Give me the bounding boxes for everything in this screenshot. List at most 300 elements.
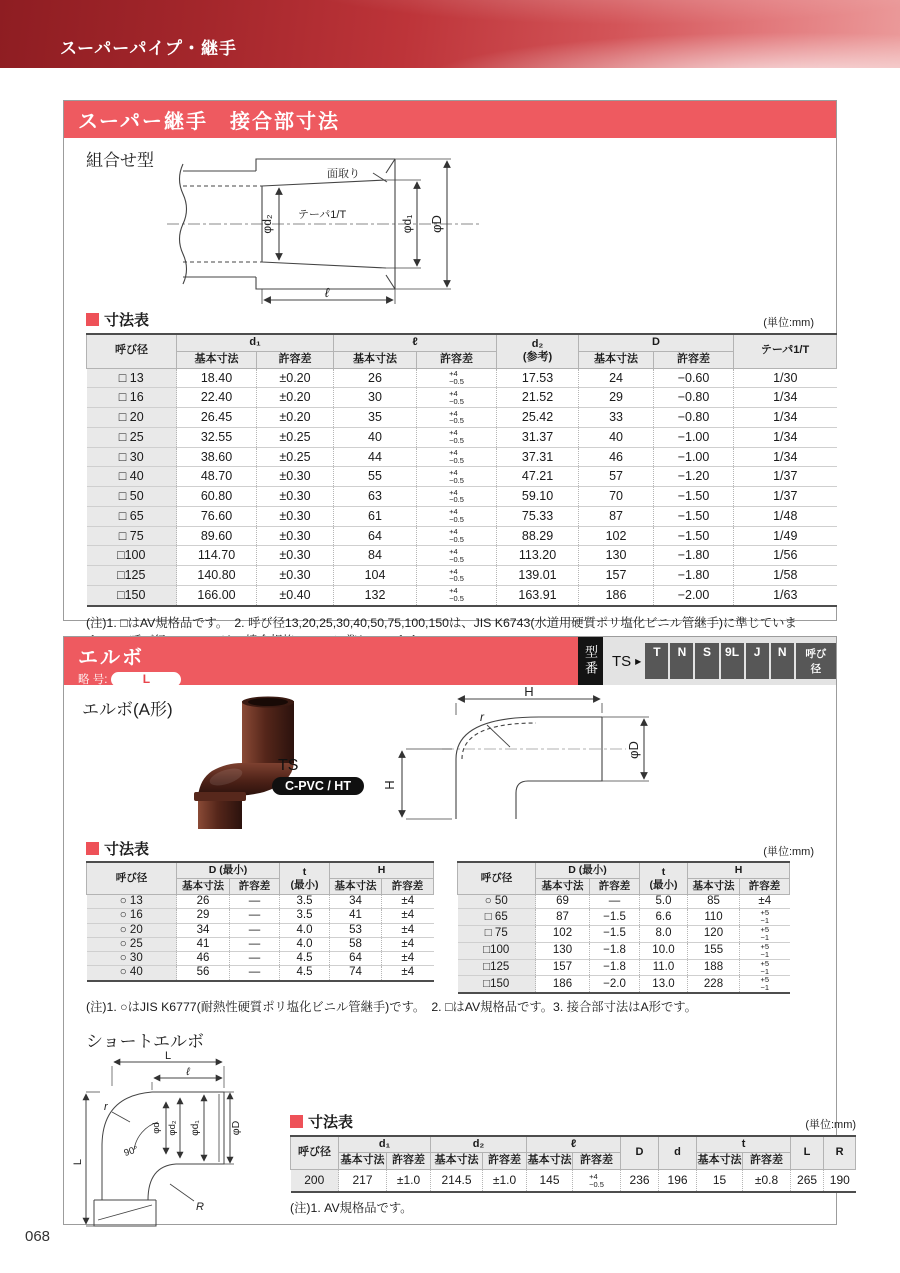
table-cell: ○ 16 <box>87 909 177 923</box>
table-row <box>87 427 837 447</box>
label-r: r <box>480 710 484 724</box>
label-H-left: H <box>382 780 397 790</box>
table-cell: □150 <box>87 585 177 605</box>
table-cell: □125 <box>458 959 536 976</box>
table-cell: 24 <box>579 368 654 388</box>
column-header: 許容差 <box>382 879 434 895</box>
table-cell: ○ 40 <box>87 966 177 981</box>
table-cell: −0.80 <box>654 388 734 408</box>
short-elbow-title: ショートエルボ <box>86 1031 204 1051</box>
column-header: 基本寸法 <box>527 1153 573 1170</box>
table-cell: 163.91 <box>497 585 579 605</box>
table-cell: 4.5 <box>280 966 330 981</box>
table-cell: □ 40 <box>87 467 177 487</box>
table-cell: 1/49 <box>734 526 837 546</box>
table-cell: — <box>230 909 280 923</box>
table-cell: 64 <box>334 526 417 546</box>
table-cell: ±4 <box>740 895 790 909</box>
table-cell: 56 <box>177 966 230 981</box>
joint-type-label: 組合せ型 <box>86 151 154 170</box>
table-row <box>87 546 837 566</box>
column-header: t (最小) <box>280 862 330 895</box>
table-cell: 104 <box>334 566 417 586</box>
table-cell: 34 <box>177 923 230 937</box>
table-row <box>87 368 837 388</box>
short-elbow-notes: (注)1. AV規格品です。 <box>290 1200 413 1215</box>
label-L-left: L <box>72 1158 84 1165</box>
table-cell: 217 <box>339 1170 387 1192</box>
table-cell: 15 <box>697 1170 743 1192</box>
red-square-icon <box>290 1115 303 1128</box>
table-cell: 1/34 <box>734 388 837 408</box>
table-cell: +4 −0.5 <box>417 447 497 467</box>
table-cell: −2.00 <box>654 585 734 605</box>
table-cell: 1/37 <box>734 467 837 487</box>
table-cell: +5 −1 <box>740 926 790 943</box>
table-cell: 85 <box>688 895 740 909</box>
column-header: d <box>659 1136 697 1170</box>
short-dim-heading: 寸法表 <box>308 1113 354 1131</box>
header-row <box>87 351 837 368</box>
table-row <box>458 895 790 909</box>
table-cell: −2.0 <box>590 976 640 993</box>
short-elbow-lines <box>86 1062 234 1226</box>
column-header: 許容差 <box>740 879 790 895</box>
table-cell: 25.42 <box>497 408 579 428</box>
table-cell: □150 <box>458 976 536 993</box>
table-cell: ±0.30 <box>257 467 334 487</box>
table-row <box>87 966 434 981</box>
model-code-box: N <box>771 643 794 679</box>
table-cell: +4 −0.5 <box>417 487 497 507</box>
table-cell: 69 <box>536 895 590 909</box>
table-cell: +4 −0.5 <box>417 467 497 487</box>
material-badge: C-PVC / HT <box>272 777 364 795</box>
table-row <box>458 926 790 943</box>
table-cell: 59.10 <box>497 487 579 507</box>
table-cell: 13.0 <box>640 976 688 993</box>
column-header: H <box>688 862 790 879</box>
table-cell: −1.50 <box>654 487 734 507</box>
label-phi-D-short: φD <box>230 1120 242 1135</box>
table-cell: ±4 <box>382 937 434 951</box>
arrow-right-icon: ▶ <box>635 656 642 666</box>
model-number-label: 型番 <box>578 637 603 685</box>
table-row <box>458 942 790 959</box>
table-cell: □ 65 <box>458 909 536 926</box>
table-row <box>458 959 790 976</box>
column-header: 許容差 <box>257 351 334 368</box>
page-header-title: スーパーパイプ・継手 <box>60 39 237 58</box>
model-code-box: S <box>695 643 718 679</box>
table-cell: −1.80 <box>654 566 734 586</box>
page-number: 068 <box>25 1228 51 1245</box>
table-row <box>87 408 837 428</box>
table-row <box>458 976 790 993</box>
model-code-box: T <box>645 643 668 679</box>
short-elbow-area <box>64 1027 857 1230</box>
label-phi-d1: φd₁ <box>400 214 414 234</box>
table-cell: 38.60 <box>177 447 257 467</box>
ts-label: TS <box>278 757 299 774</box>
column-header: 基本寸法 <box>339 1153 387 1170</box>
table-row <box>87 952 434 966</box>
label-length: ℓ <box>324 285 330 300</box>
table-cell: 155 <box>688 942 740 959</box>
table-cell: □ 50 <box>87 487 177 507</box>
table-row <box>87 923 434 937</box>
table-cell: 29 <box>579 388 654 408</box>
table-cell: ○ 30 <box>87 952 177 966</box>
short-elbow-diagram <box>72 1049 286 1230</box>
header-row <box>87 334 837 351</box>
column-header: 呼び径 <box>87 862 177 895</box>
model-code-box: 9L <box>721 643 744 679</box>
table-cell: 33 <box>579 408 654 428</box>
table-cell: □ 13 <box>87 368 177 388</box>
table-cell: ±0.25 <box>257 427 334 447</box>
table-cell: 21.52 <box>497 388 579 408</box>
table-cell: 10.0 <box>640 942 688 959</box>
table-cell: 11.0 <box>640 959 688 976</box>
column-header: 基本寸法 <box>177 351 257 368</box>
table-cell: +4 −0.5 <box>573 1170 621 1192</box>
table-cell: +5 −1 <box>740 976 790 993</box>
table-cell: 120 <box>688 926 740 943</box>
table-cell: 1/58 <box>734 566 837 586</box>
label-l: ℓ <box>186 1065 190 1078</box>
table-row <box>87 909 434 923</box>
table-cell: ±1.0 <box>483 1170 527 1192</box>
column-header: 基本寸法 <box>334 351 417 368</box>
column-header: 許容差 <box>743 1153 791 1170</box>
table-cell: +4 −0.5 <box>417 526 497 546</box>
label-chamfer: 面取り <box>327 168 360 180</box>
table-row <box>87 506 837 526</box>
table-cell: 1/63 <box>734 585 837 605</box>
table-cell: □ 75 <box>87 526 177 546</box>
table-cell: 64 <box>330 952 382 966</box>
elbow-product-area <box>64 685 836 837</box>
table-cell: 37.31 <box>497 447 579 467</box>
table-cell: — <box>230 923 280 937</box>
page-header-banner <box>0 0 900 68</box>
table-cell: — <box>590 895 640 909</box>
table-row <box>87 526 837 546</box>
column-header: ℓ <box>527 1136 621 1153</box>
table-cell: ○ 13 <box>87 895 177 909</box>
red-square-icon <box>86 842 99 855</box>
table-cell: — <box>230 937 280 951</box>
table-cell: 26.45 <box>177 408 257 428</box>
table-cell: 63 <box>334 487 417 507</box>
table-cell: ±0.20 <box>257 368 334 388</box>
short-elbow-table-area <box>286 1052 856 1230</box>
dimension-table <box>86 333 837 607</box>
table-cell: 130 <box>579 546 654 566</box>
table-cell: 1/48 <box>734 506 837 526</box>
table-cell: 17.53 <box>497 368 579 388</box>
column-header: d₁ <box>177 334 334 351</box>
material-block <box>272 757 364 795</box>
dim-table-heading: 寸法表 <box>104 312 150 329</box>
table-cell: 26 <box>177 895 230 909</box>
elbow-diagram <box>382 684 686 829</box>
column-header: テーパ1/T <box>734 334 837 368</box>
table-cell: □ 25 <box>87 427 177 447</box>
table-cell: ±4 <box>382 909 434 923</box>
dimension-table <box>457 861 790 994</box>
table-cell: 58 <box>330 937 382 951</box>
table-cell: 4.5 <box>280 952 330 966</box>
section1-title: スーパー継手 接合部寸法 <box>78 111 340 133</box>
table-cell: □ 30 <box>87 447 177 467</box>
column-header: 許容差 <box>230 879 280 895</box>
column-header: 許容差 <box>590 879 640 895</box>
column-header: 基本寸法 <box>697 1153 743 1170</box>
dimension-table <box>290 1135 856 1193</box>
column-header: 呼び径 <box>291 1136 339 1170</box>
table-cell: ±0.20 <box>257 388 334 408</box>
table-row <box>87 937 434 951</box>
table-cell: ±0.25 <box>257 447 334 467</box>
table-cell: −1.20 <box>654 467 734 487</box>
table-cell: ○ 20 <box>87 923 177 937</box>
table-cell: 40 <box>334 427 417 447</box>
column-header: t <box>697 1136 791 1153</box>
table-cell: 32.55 <box>177 427 257 447</box>
table-cell: □ 75 <box>458 926 536 943</box>
table-row <box>291 1170 856 1192</box>
table-cell: 5.0 <box>640 895 688 909</box>
table-row <box>87 585 837 605</box>
table-cell: +4 −0.5 <box>417 546 497 566</box>
model-code-boxes <box>645 643 836 679</box>
joint-section-diagram <box>159 140 489 308</box>
table-cell: 22.40 <box>177 388 257 408</box>
section-super-joint <box>63 100 837 630</box>
model-code-box: 呼び径 <box>796 643 836 679</box>
elbow-title: エルボ <box>78 647 144 669</box>
dim-table-heading-row <box>86 308 814 330</box>
header-row <box>458 862 790 879</box>
short-dim-heading-row <box>290 1110 856 1132</box>
table-cell: 70 <box>579 487 654 507</box>
label-taper: テーパ1/T <box>297 209 347 221</box>
label-phi-d2-short: φd₂ <box>167 1120 178 1136</box>
label-L-top: L <box>164 1049 172 1062</box>
table-cell: +4 −0.5 <box>417 566 497 586</box>
table-cell: 186 <box>536 976 590 993</box>
table-cell: 48.70 <box>177 467 257 487</box>
column-header: 許容差 <box>483 1153 527 1170</box>
column-header: 許容差 <box>417 351 497 368</box>
section1-notes: (注)1. □はAV規格品です。 2. 呼び径13,20,25,30,40,50,75,100,150は、JIS K6743(水道用硬質ポリ塩化ビニル管継手)に準じていま <box>86 615 797 630</box>
table-cell: 55 <box>334 467 417 487</box>
table-cell: 196 <box>659 1170 697 1192</box>
column-header: D <box>621 1136 659 1170</box>
model-code-box: J <box>746 643 769 679</box>
unit-label: (単位:mm) <box>763 317 814 329</box>
table-cell: 102 <box>536 926 590 943</box>
table-cell: ±0.20 <box>257 408 334 428</box>
elbow-notes: (注)1. ○はJIS K6777(耐熱性硬質ポリ塩化ビニル管継手)です。 2. □はAV規格品です。3. 接合部寸法はA形です。 <box>86 1000 697 1015</box>
column-header: H <box>330 862 434 879</box>
column-header: 呼び径 <box>458 862 536 895</box>
table-cell: 110 <box>688 909 740 926</box>
table-cell: +5 −1 <box>740 959 790 976</box>
table-cell: ±0.30 <box>257 546 334 566</box>
label-phi-d: φd <box>151 1121 162 1134</box>
table-cell: 84 <box>334 546 417 566</box>
table-cell: 1/37 <box>734 487 837 507</box>
header-row <box>291 1136 856 1153</box>
column-header: L <box>791 1136 824 1170</box>
table-cell: +4 −0.5 <box>417 506 497 526</box>
table-cell: □125 <box>87 566 177 586</box>
table-cell: — <box>230 895 280 909</box>
table-cell: 87 <box>579 506 654 526</box>
table-cell: 157 <box>536 959 590 976</box>
column-header: R <box>824 1136 856 1170</box>
table-cell: 41 <box>330 909 382 923</box>
table-cell: ±0.30 <box>257 487 334 507</box>
table-cell: +4 −0.5 <box>417 408 497 428</box>
table-row <box>458 909 790 926</box>
dimension-table <box>86 861 434 982</box>
table-cell: 89.60 <box>177 526 257 546</box>
table-cell: ±0.8 <box>743 1170 791 1192</box>
table-cell: 157 <box>579 566 654 586</box>
table-cell: 76.60 <box>177 506 257 526</box>
table-cell: 190 <box>824 1170 856 1192</box>
table-cell: −1.8 <box>590 959 640 976</box>
joint-diagram-area <box>64 138 836 308</box>
table-cell: 4.0 <box>280 937 330 951</box>
table-cell: ±0.30 <box>257 526 334 546</box>
table-cell: □100 <box>87 546 177 566</box>
table-cell: −1.5 <box>590 909 640 926</box>
label-phi-D: φD <box>429 215 444 233</box>
table-cell: 145 <box>527 1170 573 1192</box>
table-cell: 74 <box>330 966 382 981</box>
table-cell: 57 <box>579 467 654 487</box>
table-cell: +5 −1 <box>740 942 790 959</box>
column-header: 基本寸法 <box>536 879 590 895</box>
table-cell: 1/34 <box>734 408 837 428</box>
table-cell: 53 <box>330 923 382 937</box>
elbow-tables-row <box>86 861 814 994</box>
table-cell: 31.37 <box>497 427 579 447</box>
table-cell: 114.70 <box>177 546 257 566</box>
table-cell: 1/34 <box>734 427 837 447</box>
table-cell: −1.5 <box>590 926 640 943</box>
table-cell: 139.01 <box>497 566 579 586</box>
column-header: 許容差 <box>573 1153 621 1170</box>
table-cell: 40 <box>579 427 654 447</box>
section-elbow <box>63 636 857 1225</box>
elbow-dim-table-left <box>86 861 434 994</box>
elbow-title-bar <box>64 637 836 685</box>
unit-label: (単位:mm) <box>763 846 814 858</box>
table-cell: −0.60 <box>654 368 734 388</box>
table-cell: 236 <box>621 1170 659 1192</box>
column-header: d₁ <box>339 1136 431 1153</box>
table-cell: −0.80 <box>654 408 734 428</box>
abbrev-label: 略 号: <box>78 674 108 686</box>
table-cell: ±0.30 <box>257 506 334 526</box>
table-cell: 18.40 <box>177 368 257 388</box>
model-code-box: N <box>670 643 693 679</box>
table-cell: −1.00 <box>654 447 734 467</box>
label-R: R <box>196 1200 204 1213</box>
table-cell: 140.80 <box>177 566 257 586</box>
table-row <box>87 447 837 467</box>
table-cell: ±4 <box>382 966 434 981</box>
elbow-title-area <box>64 637 578 685</box>
table-cell: 35 <box>334 408 417 428</box>
joint-dim-table <box>86 333 814 607</box>
table-cell: ±0.30 <box>257 566 334 586</box>
table-cell: +4 −0.5 <box>417 427 497 447</box>
table-cell: 8.0 <box>640 926 688 943</box>
table-cell: ○ 25 <box>87 937 177 951</box>
table-cell: ±1.0 <box>387 1170 431 1192</box>
table-cell: □100 <box>458 942 536 959</box>
column-header: 基本寸法 <box>177 879 230 895</box>
short-elbow-dim-table <box>290 1135 856 1193</box>
table-cell: ±4 <box>382 923 434 937</box>
table-cell: 44 <box>334 447 417 467</box>
elbow-dim-heading: 寸法表 <box>104 841 150 858</box>
unit-label: (単位:mm) <box>805 1118 857 1131</box>
table-cell: 113.20 <box>497 546 579 566</box>
table-cell: ±4 <box>382 895 434 909</box>
table-cell: 132 <box>334 585 417 605</box>
table-cell: 130 <box>536 942 590 959</box>
table-cell: 265 <box>791 1170 824 1192</box>
table-cell: −1.50 <box>654 526 734 546</box>
table-cell: — <box>230 952 280 966</box>
red-square-icon <box>86 313 99 326</box>
section1-title-bar <box>64 101 836 138</box>
table-cell: 29 <box>177 909 230 923</box>
table-cell: −1.00 <box>654 427 734 447</box>
header-row <box>87 862 434 879</box>
column-header: D <box>579 334 734 351</box>
column-header: 許容差 <box>387 1153 431 1170</box>
table-cell: 1/34 <box>734 447 837 467</box>
column-header: 基本寸法 <box>330 879 382 895</box>
column-header: 許容差 <box>654 351 734 368</box>
table-cell: □ 16 <box>87 388 177 408</box>
table-cell: □ 20 <box>87 408 177 428</box>
table-cell: — <box>230 966 280 981</box>
elbow-dim-table-right <box>457 861 790 994</box>
table-cell: 4.0 <box>280 923 330 937</box>
table-cell: ±0.40 <box>257 585 334 605</box>
label-H-top: H <box>524 684 534 699</box>
table-cell: 41 <box>177 937 230 951</box>
table-cell: 60.80 <box>177 487 257 507</box>
table-cell: 46 <box>579 447 654 467</box>
elbow-dim-heading-row <box>86 837 814 859</box>
model-prefix: TS <box>612 652 632 670</box>
table-cell: 6.6 <box>640 909 688 926</box>
table-cell: 214.5 <box>431 1170 483 1192</box>
label-phi-D2: φD <box>626 741 641 759</box>
table-cell: 88.29 <box>497 526 579 546</box>
